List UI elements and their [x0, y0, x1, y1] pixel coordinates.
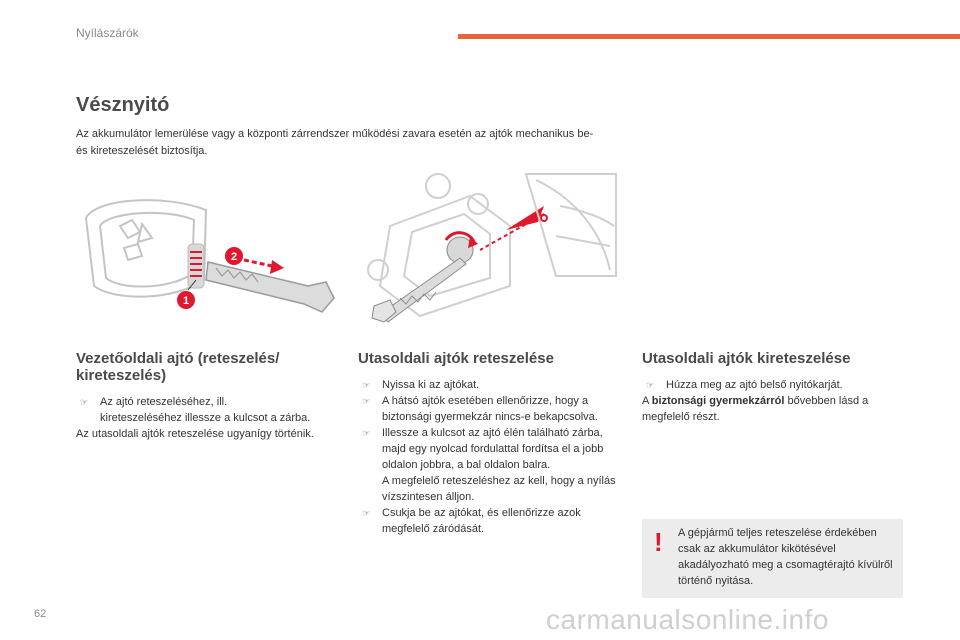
column-passenger-lock [358, 350, 623, 537]
step-marker-1 [177, 280, 196, 309]
arrow-bullet-icon: ☞ [646, 380, 655, 390]
heading-passenger-lock: Utasoldali ajtók reteszelése [358, 350, 554, 367]
lock-slot [446, 233, 478, 263]
arrow-bullet-icon: ☞ [80, 397, 89, 407]
warning-box [642, 519, 903, 598]
key-release-button [188, 244, 204, 288]
arrow-bullet-icon: ☞ [362, 396, 371, 406]
column-passenger-unlock [642, 350, 907, 425]
bullet-item: ☞ Nyissa ki az ajtókat. [362, 379, 480, 391]
header-accent-rule [458, 34, 960, 39]
arrow-bullet-icon: ☞ [362, 508, 371, 518]
bullet-continuation: kireteszeléséhez illessze a kulcsot a zárba. [100, 412, 311, 424]
bullet-item: ☞ Az ajtó reteszeléséhez, ill. [80, 396, 228, 408]
door-lock-illustration [360, 166, 620, 330]
emergency-key-blade [206, 262, 334, 312]
bullet-item: ☞ A hátsó ajtók esetében ellenőrizze, hogy a biztonsági gyermekzár nincs-e bekapcsolva. [362, 395, 598, 423]
bullet-item: ☞ Csukja be az ajtókat, és ellenőrizze azok megfelelő záródását. [362, 507, 581, 535]
intro-paragraph: Az akkumulátor lemerülése vagy a központi zárrendszer működési zavara esetén az ajtók mechanikus be- és kireteszelését biztosítja. [76, 128, 594, 157]
watermark: carmanualsonline.info [546, 604, 829, 635]
key-illustration [76, 190, 336, 330]
bullet-note: A megfelelő reteszeléshez az kell, hogy a nyílás vízszintesen álljon. [382, 475, 616, 503]
svg-text:2: 2 [230, 251, 238, 263]
arrow-bullet-icon: ☞ [362, 428, 371, 438]
warning-text: A gépjármű teljes reteszelése érdekében csak az akkumulátor kikötésével akadályozható meg a csomagtérajtó kívülről történő nyitása. [678, 527, 893, 587]
bullet-item: ☞ Húzza meg az ajtó belső nyitókarját. [646, 379, 843, 391]
bullet-item: ☞ Illessze a kulcsot az ajtó élén található zárba, majd egy nyolcad fordulattal fordítsa el a jobb oldalon jobbra, a bal oldalon balra. [362, 427, 604, 471]
svg-text:1: 1 [182, 295, 190, 307]
column-driver-door [76, 350, 338, 442]
heading-driver-door: Vezetőoldali ajtó (reteszelés/ kireteszelés) [76, 350, 280, 384]
car-door-outline [526, 174, 616, 276]
child-lock-reference: A biztonsági gyermekzárról bővebben lásd a megfelelő részt. [642, 395, 869, 423]
page-number: 62 [34, 608, 47, 620]
section-header: Nyílászárók [76, 26, 139, 40]
driver-door-note: Az utasoldali ajtók reteszelése ugyanígy történik. [76, 428, 314, 440]
exclamation-icon: ! [654, 527, 663, 557]
arrow-bullet-icon: ☞ [362, 380, 371, 390]
page-title: Vésznyitó [76, 94, 170, 116]
step-marker-2 [225, 247, 243, 265]
heading-passenger-unlock: Utasoldali ajtók kireteszelése [642, 350, 851, 367]
